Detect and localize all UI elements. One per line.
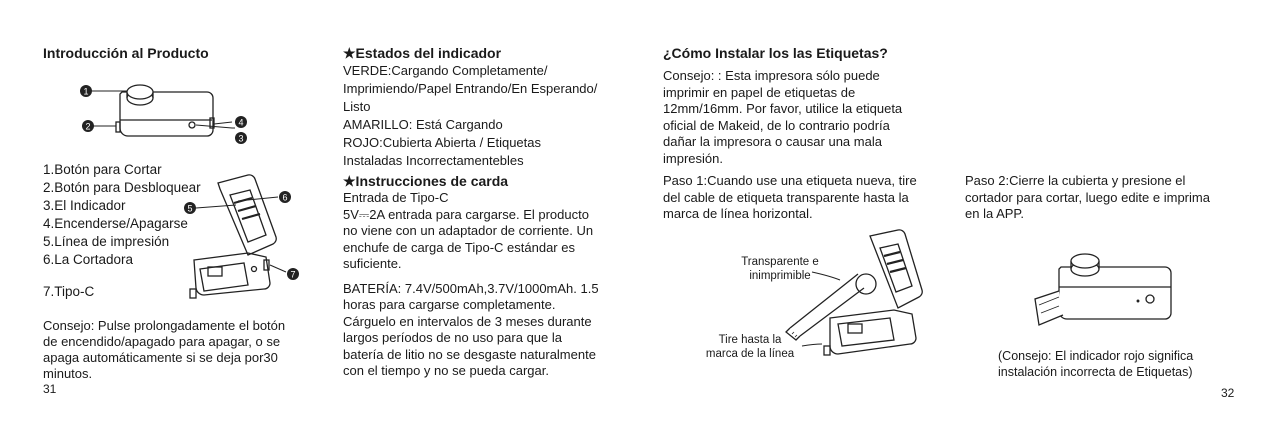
green-text: Listo xyxy=(343,99,371,114)
part-item: 1.Botón para Cortar xyxy=(43,162,162,177)
tip-block-col1 xyxy=(43,318,323,382)
tip-text: imprimir en papel de etiquetas de xyxy=(663,84,856,100)
callout-markers xyxy=(80,85,247,144)
note-block-col4 xyxy=(998,348,1258,380)
step1-text: Cuando use una etiqueta nueva, tire xyxy=(707,173,917,188)
step2-label: Paso 2: xyxy=(965,173,1010,188)
step2-text: en la APP. xyxy=(965,206,1025,221)
charge-text: no viene con un adaptador de corriente. Un xyxy=(343,223,594,238)
charge-text: suficiente. xyxy=(343,256,402,271)
section-title-product: Introducción al Producto xyxy=(43,45,209,61)
callout-6: 6 xyxy=(282,192,288,203)
yellow-label: AMARILLO: xyxy=(343,117,413,132)
tip-label: Consejo: xyxy=(663,68,715,83)
red-label: ROJO: xyxy=(343,135,383,150)
battery-text: 7.4V/500mAh,3.7V/1000mAh. 1.5 xyxy=(401,280,599,296)
battery-label: BATERÍA: xyxy=(343,280,402,296)
tip-text: dañar la impresora o causar una mala xyxy=(663,134,882,149)
callout-2: 2 xyxy=(85,121,91,132)
section-title-status: ★Estados del indicador xyxy=(343,45,502,61)
battery-text: horas para cargarse completamente. xyxy=(343,297,556,312)
red-text: Instaladas Incorrectamentebles xyxy=(343,153,524,168)
label-transparent: Transparente e xyxy=(741,256,819,268)
note-text: El indicador rojo significa xyxy=(1051,349,1194,363)
callout-4: 4 xyxy=(238,117,244,128)
label-pull-line: marca de la línea xyxy=(705,348,795,360)
part-item: 2.Botón para Desbloquear xyxy=(43,180,201,195)
red-text: Cubierta Abierta / Etiquetas xyxy=(382,135,541,150)
section-title-install: ¿Cómo Instalar los las Etiquetas? xyxy=(663,45,888,61)
part-item: 4.Encenderse/Apagarse xyxy=(43,216,188,231)
callout-1: 1 xyxy=(83,86,89,97)
tip-text: Pulse prolongadamente el botón xyxy=(94,318,286,333)
battery-text: largos períodos de no uso para que la xyxy=(343,330,562,345)
step1-diagram xyxy=(690,228,930,378)
callout-3: 3 xyxy=(238,133,244,144)
step2-text: Cierre la cubierta y presione el xyxy=(1009,173,1186,188)
page-number-right: 32 xyxy=(1221,386,1235,400)
page-number-left: 31 xyxy=(43,382,57,396)
col-install-labels xyxy=(663,44,953,223)
label-pull-line: Tire hasta la xyxy=(718,334,782,346)
tip-text: : Esta impresora sólo puede xyxy=(714,68,880,83)
tip-label: Consejo: xyxy=(43,318,95,333)
tip-text: de encendido/apagado para apagar, o se xyxy=(43,334,281,349)
note-text: instalación incorrecta de Etiquetas) xyxy=(998,365,1193,379)
charge-text: enchufe de carga de Tipo-C estándar es xyxy=(343,239,575,255)
step1-text: del cable de etiqueta transparente hasta la xyxy=(663,189,909,205)
tip-text: minutos. xyxy=(43,366,93,381)
tip-text: impresión. xyxy=(663,150,723,166)
step2-text: cortador para cortar, luego edite e imprima xyxy=(965,189,1210,205)
step2-diagram xyxy=(1025,245,1185,335)
green-text: Cargando Completamente/ xyxy=(391,63,548,78)
tip-text: 12mm/16mm. Por favor, utilice la etiqueta xyxy=(663,101,903,116)
battery-text: Cárguelo en intervalos de 3 meses durante xyxy=(343,313,592,329)
part-item: 7.Tipo-C xyxy=(43,284,95,299)
part-item-7 xyxy=(43,283,94,300)
green-text: Imprimiendo/Papel Entrando/En Esperando/ xyxy=(343,81,598,96)
device-diagram-closed xyxy=(72,80,252,150)
charge-text: Entrada de Tipo-C xyxy=(343,190,449,205)
col-step2 xyxy=(965,173,1255,223)
green-label: VERDE: xyxy=(343,63,392,78)
yellow-text: Está Cargando xyxy=(412,117,503,132)
part-item: 3.El Indicador xyxy=(43,198,126,213)
part-item: 6.La Cortadora xyxy=(43,252,134,267)
col-indicator-states xyxy=(343,44,633,380)
battery-text: batería de litio no se desgaste naturalmente xyxy=(343,346,596,362)
section-title-charging: ★Instrucciones de carda xyxy=(343,173,509,189)
step1-text: marca de línea horizontal. xyxy=(663,206,813,221)
battery-text: con el tiempo y no se pueda cargar. xyxy=(343,363,549,378)
tip-text: apaga automáticamente si se deja por30 xyxy=(43,350,278,365)
note-paren: ( xyxy=(998,349,1003,363)
col-product-intro xyxy=(43,44,318,62)
callout-7: 7 xyxy=(290,269,296,280)
label-transparent: inimprimible xyxy=(749,270,811,282)
charge-text: 5V⎓2A entrada para cargarse. El producto xyxy=(343,206,589,222)
part-item: 5.Línea de impresión xyxy=(43,234,170,249)
parts-list xyxy=(43,161,223,269)
note-label: Consejo: xyxy=(1002,349,1052,363)
callout-5: 5 xyxy=(187,203,193,214)
tip-text: oficial de Makeid, de lo contrario podría xyxy=(663,117,890,133)
step1-label: Paso 1: xyxy=(663,173,708,188)
